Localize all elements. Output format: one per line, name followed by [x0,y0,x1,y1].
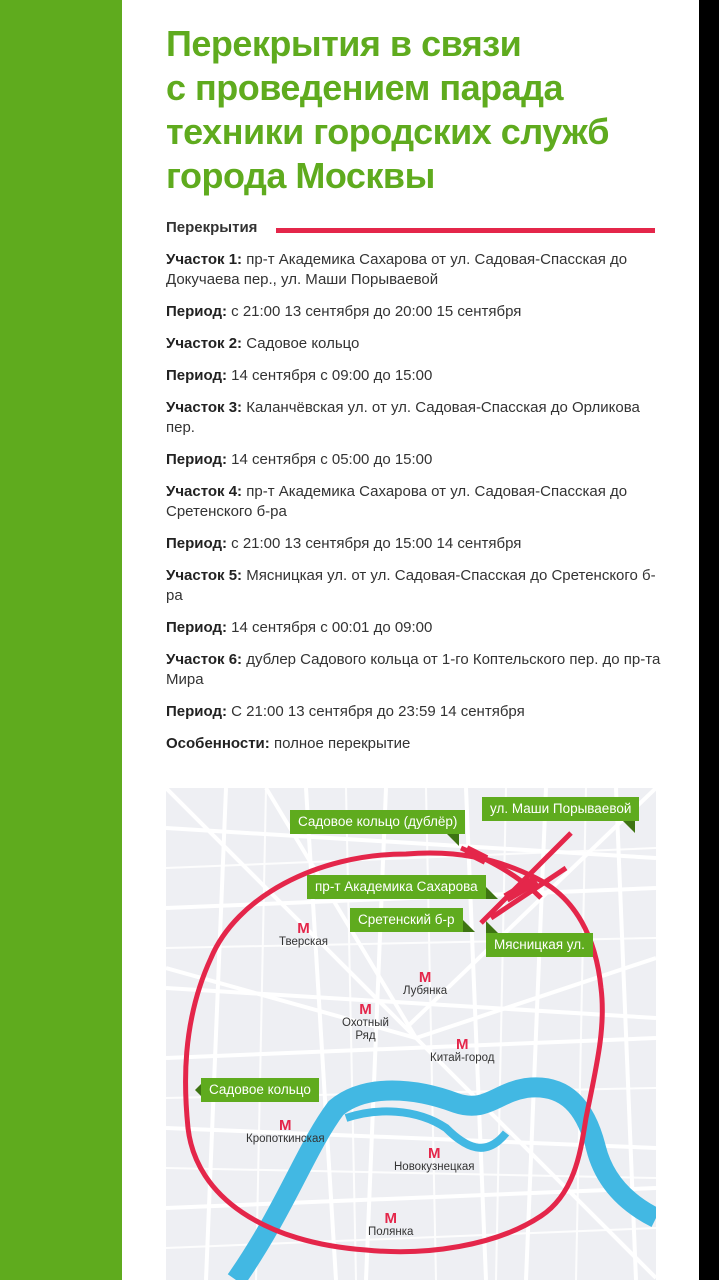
entry-text: 14 сентября с 00:01 до 09:00 [227,619,433,636]
title-line: с проведением парада [166,67,564,108]
entry-text: пр-т Академика Сахарова от ул. Садовая-Спасская до Докучаева пер., ул. Маши Порываевой [166,251,628,288]
entry-text: Мясницкая ул. от ул. Садовая-Спасская до Сретенского б-ра [166,567,656,604]
metro-station-kitay-gorod [430,1037,495,1065]
entry-label: Участок 3: [166,399,243,416]
closures-list [166,250,666,766]
list-item [166,534,666,554]
list-item [166,566,666,606]
entry-label: Период: [166,303,227,320]
entry-label: Период: [166,619,227,636]
station-label: Полянка [368,1226,414,1238]
entry-label: Участок 4: [166,483,243,500]
callout-sadovoe-dubler: Садовое кольцо (дублёр) [290,810,465,834]
metro-icon: M [297,920,310,937]
station-label: Китай-город [430,1052,495,1064]
metro-station-okhotny-ryad [342,1002,389,1043]
page-title [166,22,666,198]
metro-icon: M [418,969,432,986]
entry-text: полное перекрытие [269,735,411,752]
entry-label: Период: [166,451,227,468]
entry-text: дублер Садового кольца от 1-го Коптельского пер. до пр-та Мира [166,651,661,688]
entry-label: Участок 5: [166,567,243,584]
callout-sadovoe: Садовое кольцо [201,1078,319,1102]
entry-label: Период: [166,535,227,552]
entry-text: с 21:00 13 сентября до 20:00 15 сентября [227,303,522,320]
list-item [166,450,666,470]
entry-text: С 21:00 13 сентября до 23:59 14 сентября [227,703,525,720]
metro-icon: M [384,1210,397,1227]
station-label: Тверская [279,936,328,948]
entry-label: Период: [166,367,227,384]
section-label: Перекрытия [166,219,258,236]
entry-label: Период: [166,703,227,720]
list-item [166,250,666,290]
station-label: Лубянка [403,985,448,997]
entry-text: пр-т Академика Сахарова от ул. Садовая-Спасская до Сретенского б-ра [166,483,628,520]
entry-text: 14 сентября с 05:00 до 15:00 [227,451,433,468]
station-label: Ряд [355,1030,376,1042]
list-item [166,302,666,322]
metro-station-tverskaya [279,921,328,949]
title-line: города Москвы [166,155,435,196]
metro-station-lubyanka [403,970,447,998]
entry-text: 14 сентября с 09:00 до 15:00 [227,367,433,384]
list-item [166,366,666,386]
entry-label: Участок 2: [166,335,243,352]
list-item [166,734,666,754]
closures-map [166,788,656,1280]
list-item [166,398,666,438]
callout-sretensky: Сретенский б-р [350,908,463,932]
list-item [166,334,666,354]
callout-sakharova: пр-т Академика Сахарова [307,875,486,899]
entry-text: с 21:00 13 сентября до 15:00 14 сентября [227,535,522,552]
metro-station-polyanka [368,1211,413,1239]
green-side-bar [0,0,122,1280]
metro-icon: M [456,1036,469,1053]
list-item [166,618,666,638]
entry-label: Особенности: [166,735,270,752]
list-item [166,702,666,722]
title-line: техники городских служб [166,111,609,152]
list-item [166,482,666,522]
list-item [166,650,666,690]
callout-myasnitskaya: Мясницкая ул. [486,933,593,957]
station-label: Новокузнецкая [394,1161,475,1173]
metro-station-kropotkinskaya [246,1118,325,1146]
entry-text: Каланчёвская ул. от ул. Садовая-Спасская до Орликова пер. [166,399,640,436]
station-label: Кропоткинская [246,1133,325,1145]
metro-icon: M [428,1145,441,1162]
map-graphic [166,788,656,1280]
section-header [166,219,656,241]
street-grid [166,788,656,1280]
metro-icon: M [279,1117,292,1134]
red-divider-line [276,228,655,233]
station-label: Охотный [342,1017,389,1029]
entry-label: Участок 6: [166,651,243,668]
metro-station-novokuznetskaya [394,1146,475,1174]
metro-icon: M [359,1001,372,1018]
entry-label: Участок 1: [166,251,243,268]
callout-mashi-poryvaevoy: ул. Маши Порываевой [482,797,639,821]
entry-text: Садовое кольцо [242,335,360,352]
title-line: Перекрытия в связи [166,23,522,64]
